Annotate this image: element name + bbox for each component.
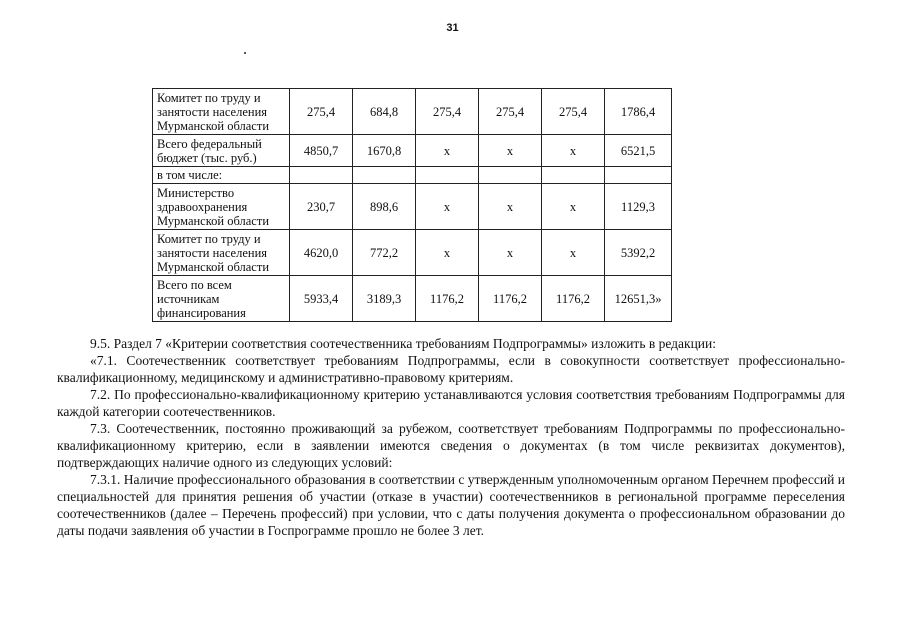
table-cell: 6521,5: [605, 135, 672, 167]
table-row: [153, 184, 672, 230]
table-cell: [542, 167, 605, 184]
financing-table: [152, 88, 672, 322]
table-cell: 1176,2: [416, 276, 479, 322]
row-name: Комитет по труду и занятости населения Мурманской области: [153, 230, 290, 276]
scan-speck: [244, 52, 246, 54]
table-row: [153, 135, 672, 167]
table-cell: х: [542, 230, 605, 276]
row-name: Всего по всем источникам финансирования: [153, 276, 290, 322]
table-cell: 275,4: [290, 89, 353, 135]
table-cell: х: [479, 230, 542, 276]
table-cell: 1176,2: [479, 276, 542, 322]
paragraph-7-1: «7.1. Соотечественник соответствует требованиям Подпрограммы, если в совокупности соответствует профессионально-квалификационному, медицинскому и административно-правовому критериям.: [57, 353, 845, 385]
table-cell: 275,4: [479, 89, 542, 135]
table-cell: х: [416, 135, 479, 167]
table-cell: 12651,3»: [605, 276, 672, 322]
table-row: [153, 230, 672, 276]
table-cell: 4850,7: [290, 135, 353, 167]
table-cell: 275,4: [542, 89, 605, 135]
table-cell: 4620,0: [290, 230, 353, 276]
table-cell: 230,7: [290, 184, 353, 230]
table-cell: 772,2: [353, 230, 416, 276]
table-cell: х: [479, 135, 542, 167]
table-cell: 275,4: [416, 89, 479, 135]
table-cell: [353, 167, 416, 184]
table-cell: [605, 167, 672, 184]
table-cell: 898,6: [353, 184, 416, 230]
paragraph-7-3: 7.3. Соотечественник, постоянно проживающий за рубежом, соответствует требованиям Подпрограммы по профессионально-квалификационному критерию, если в заявлении имеются сведения о документах (в том числе реквизитах документов), подтверждающих наличие одного из следующих условий:: [57, 421, 845, 470]
table-cell: 5392,2: [605, 230, 672, 276]
table-cell: х: [479, 184, 542, 230]
row-name: Министерство здравоохранения Мурманской области: [153, 184, 290, 230]
table-row: [153, 89, 672, 135]
table-row: [153, 276, 672, 322]
table-cell: 1176,2: [542, 276, 605, 322]
document-body: [57, 335, 845, 539]
table-cell: х: [416, 230, 479, 276]
table-cell: [290, 167, 353, 184]
paragraph-9-5: 9.5. Раздел 7 «Критерии соответствия соотечественника требованиям Подпрограммы» изложить в редакции:: [90, 336, 717, 351]
table-cell: 3189,3: [353, 276, 416, 322]
row-name: Комитет по труду и занятости населения Мурманской области: [153, 89, 290, 135]
table-cell: [479, 167, 542, 184]
table-cell: [416, 167, 479, 184]
table-row: [153, 167, 672, 184]
table-cell: х: [542, 135, 605, 167]
table-cell: х: [416, 184, 479, 230]
paragraph-7-2: 7.2. По профессионально-квалификационному критерию устанавливаются условия соответствия требованиям Подпрограммы для каждой категории соотечественников.: [57, 387, 845, 419]
table-cell: х: [542, 184, 605, 230]
table-cell: 1786,4: [605, 89, 672, 135]
row-name: в том числе:: [153, 167, 290, 184]
paragraph-7-3-1: 7.3.1. Наличие профессионального образования в соответствии с утвержденным уполномоченным органом Перечнем профессий и специальностей для принятия решения об участии (отказе в участии) соотечественников в региональной программе переселения соотечественников (далее – Перечень профессий) при условии, что с даты получения документа о профессиональном образовании до даты подачи заявления об участии в Госпрограмме прошло не более 3 лет.: [57, 472, 845, 538]
table-cell: 1670,8: [353, 135, 416, 167]
page-number: 31: [446, 22, 459, 34]
table-cell: 5933,4: [290, 276, 353, 322]
table-cell: 684,8: [353, 89, 416, 135]
table-cell: 1129,3: [605, 184, 672, 230]
row-name: Всего федеральный бюджет (тыс. руб.): [153, 135, 290, 167]
